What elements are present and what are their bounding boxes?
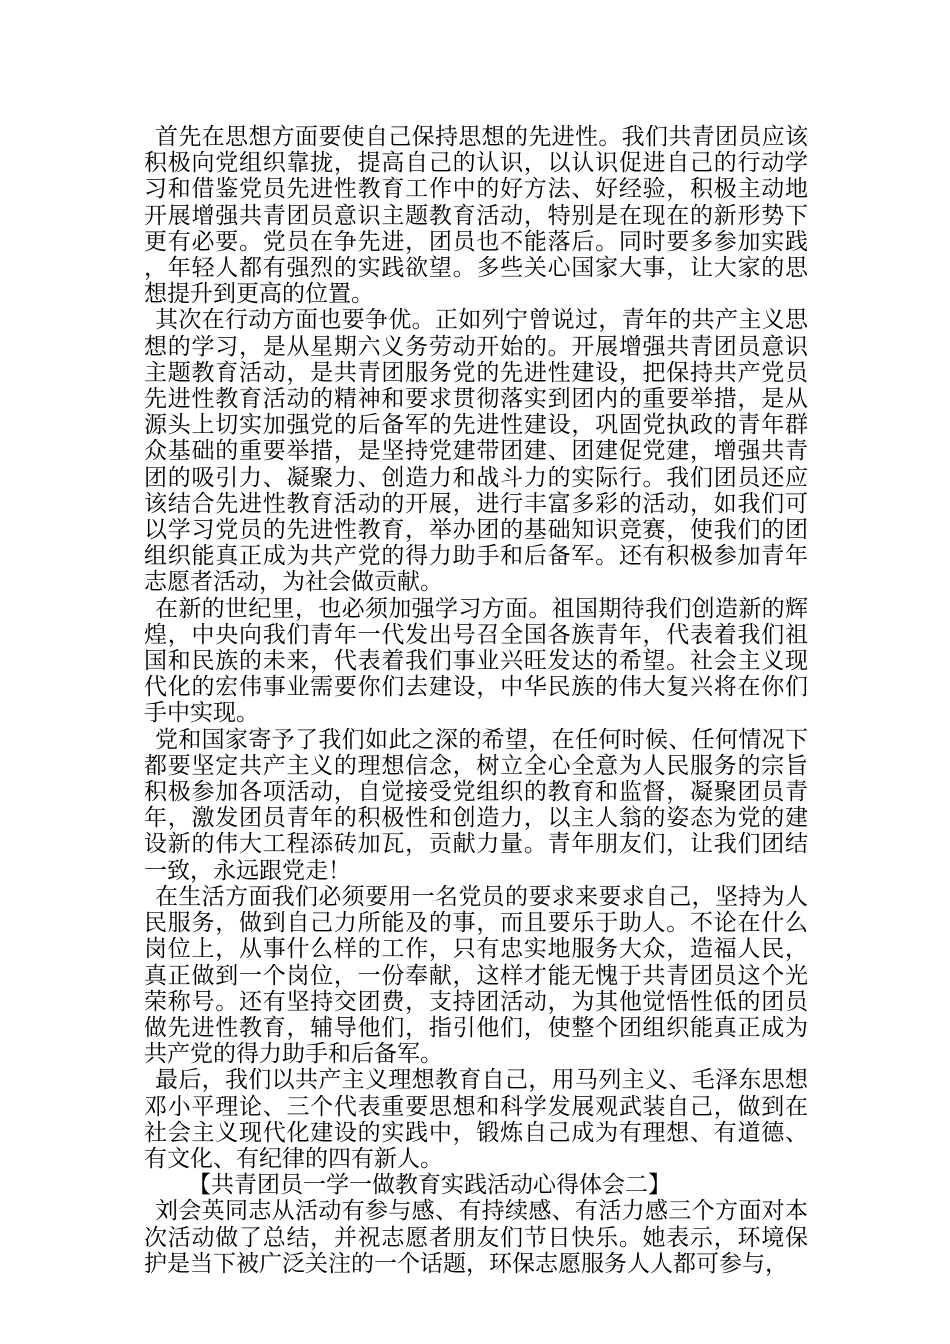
paragraph-action: 其次在行动方面也要争优。正如列宁曾说过，青年的共产主义思想的学习，是从星期六义务劳动开始的。开展增强共青团员意识主题教育活动，是共青团服务党的先进性建设，把保持共产党员先进性教育活动的精神和要求贯彻落实到团内的重要举措，是从源头上切实加强党的后备军的先进性建设，巩固党执政的青年群众基础的重要举措，是坚持党建带团建、团建促党建，增强共青团的吸引力、凝聚力、创造力和战斗力的实际行。我们团员还应该结合先进性教育活动的开展，进行丰富多彩的活动，如我们可以学习党员的先进性教育，举办团的基础知识竞赛，使我们的团组织能真正成为共产党的得力助手和后备军。还有积极参加青年志愿者活动，为社会做贡献。: [144, 307, 808, 596]
paragraph-hope: 党和国家寄予了我们如此之深的希望，在任何时候、任何情况下都要坚定共产主义的理想信念，树立全心全意为人民服务的宗旨积极参加各项活动，自觉接受党组织的教育和监督，凝聚团员青年，激发团员青年的积极性和创造力，以主人翁的姿态为党的建设新的伟大工程添砖加瓦，贡献力量。青年朋友们，让我们团结一致，永远跟党走！: [144, 726, 808, 884]
paragraph-thought: 首先在思想方面要使自己保持思想的先进性。我们共青团员应该积极向党组织靠拢，提高自己的认识，以认识促进自己的行动学习和借鉴党员先进性教育工作中的好方法、好经验，积极主动地开展增强共青团员意识主题教育活动，特别是在现在的新形势下更有必要。党员在争先进，团员也不能落后。同时要多参加实践，年轻人都有强烈的实践欲望。多些关心国家大事，让大家的思想提升到更高的位置。: [144, 124, 808, 308]
section-heading: 【共青团员一学一做教育实践活动心得体会二】: [188, 1172, 671, 1199]
paragraph-section-two: 刘会英同志从活动有参与感、有持续感、有活力感三个方面对本次活动做了总结，并祝志愿者朋友们节日快乐。她表示，环境保护是当下被广泛关注的一个话题，环保志愿服务人人都可参与，: [144, 1198, 808, 1277]
paragraph-finally: 最后，我们以共产主义理想教育自己，用马列主义、毛泽东思想邓小平理论、三个代表重要思想和科学发展观武装自己，做到在社会主义现代化建设的实践中，锻炼自己成为有理想、有道德、有文化、有纪律的四有新人。: [144, 1067, 808, 1172]
paragraph-study: 在新的世纪里，也必须加强学习方面。祖国期待我们创造新的辉煌，中央向我们青年一代发出号召全国各族青年，代表着我们祖国和民族的未来，代表着我们事业兴旺发达的希望。社会主义现代化的宏伟事业需要你们去建设，中华民族的伟大复兴将在你们手中实现。: [144, 595, 808, 727]
paragraph-life: 在生活方面我们必须要用一名党员的要求来要求自己，坚持为人民服务，做到自己力所能及的事，而且要乐于助人。不论在什么岗位上，从事什么样的工作，只有忠实地服务大众，造福人民，真正做到一个岗位，一份奉献，这样才能无愧于共青团员这个光荣称号。还有坚持交团费，支持团活动，为其他觉悟性低的团员做先进性教育，辅导他们，指引他们，使整个团组织能真正成为共产党的得力助手和后备军。: [144, 883, 808, 1068]
document-body: [144, 124, 808, 1277]
